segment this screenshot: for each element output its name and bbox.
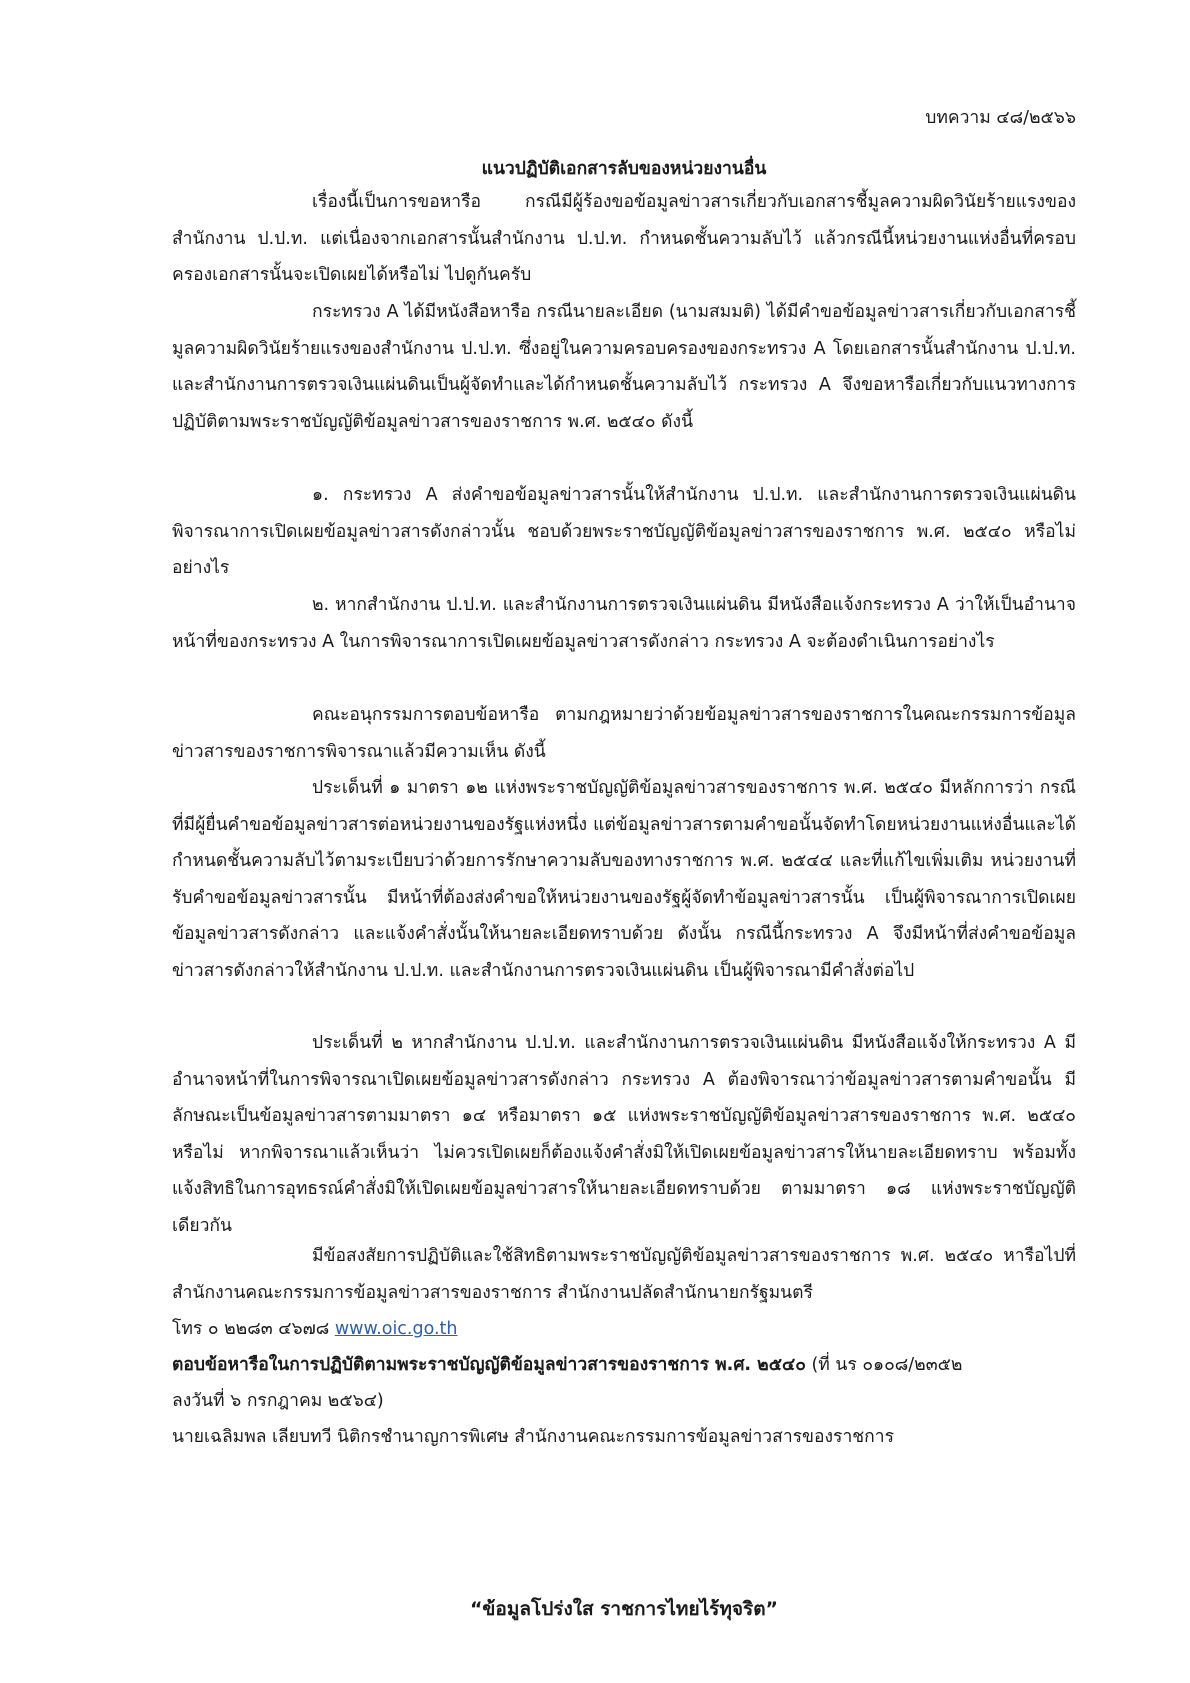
intro-section bbox=[172, 184, 1076, 294]
committee-paragraph: คณะอนุกรรมการตอบข้อหารือ ตามกฎหมายว่าด้วยข้อมูลข่าวสารของราชการในคณะกรรมการข้อมูลข่าวสารของราชการพิจารณาแล้วมีความเห็น ดังนี้ bbox=[172, 705, 1076, 762]
author: นายเฉลิมพล เลียบทวี นิติกรชำนาญการพิเศษ สำนักงานคณะกรรมการข้อมูลข่าวสารของราชการ bbox=[172, 1427, 894, 1447]
contact-line bbox=[172, 1311, 1076, 1348]
contact-section bbox=[172, 1238, 1076, 1311]
document-title: แนวปฏิบัติเอกสารลับของหน่วยงานอื่น bbox=[481, 159, 767, 179]
reference-number: (ที่ นร ๐๑๐๘/๒๓๕๒ bbox=[811, 1355, 963, 1375]
website-link[interactable]: www.oic.go.th bbox=[334, 1319, 458, 1339]
reference-date-line bbox=[172, 1383, 1076, 1420]
issue-2-section bbox=[172, 1025, 1076, 1244]
issue-2-paragraph: ประเด็นที่ ๒ หากสำนักงาน ป.ป.ท. และสำนักงานการตรวจเงินแผ่นดิน มีหนังสือแจ้งให้กระทรวง A มีอำนาจหน้าที่ในการพิจารณาเปิดเผยข้อมูลข่าวสารดังกล่าว กระทรวง A ต้องพิจารณาว่าข้อมูลข่าวสารตามคำขอนั้น มีลักษณะเป็นข้อมูลข่าวสารตามมาตรา ๑๔ หรือมาตรา ๑๕ แห่งพระราชบัญญัติข้อมูลข่าวสารของราชการ พ.ศ. ๒๕๔๐ หรือไม่ หากพิจารณาแล้วเห็นว่า ไม่ควรเปิดเผยก็ต้องแจ้งคำสั่งมิให้เปิดเผยข้อมูลข่าวสารให้นายละเอียดทราบ พร้อมทั้งแจ้งสิทธิในการอุทธรณ์คำสั่งมิให้เปิดเผยข้อมูลข่าวสารให้นายละเอียดทราบด้วย ตามมาตรา ๑๘ แห่งพระราชบัญญัติเดียวกัน bbox=[172, 1033, 1076, 1236]
document-page bbox=[172, 0, 1076, 1683]
reference-date: ลงวันที่ ๖ กรกฎาคม ๒๕๖๔) bbox=[172, 1391, 384, 1411]
phone-number: โทร ๐ ๒๒๘๓ ๔๖๗๘ bbox=[172, 1319, 330, 1339]
issue-1-paragraph: ประเด็นที่ ๑ มาตรา ๑๒ แห่งพระราชบัญญัติข้อมูลข่าวสารของราชการ พ.ศ. ๒๕๔๐ มีหลักการว่า กรณีที่มีผู้ยื่นคำขอข้อมูลข่าวสารต่อหน่วยงานของรัฐแห่งหนึ่ง แต่ข้อมูลข่าวสารตามคำขอนั้นจัดทำโดยหน่วยงานแห่งอื่นและได้กำหนดชั้นความลับไว้ตามระเบียบว่าด้วยการรักษาความลับของทางราชการ พ.ศ. ๒๕๔๔ และที่แก้ไขเพิ่มเติม หน่วยงานที่รับคำขอข้อมูลข่าวสารนั้น มีหน้าที่ต้องส่งคำขอให้หน่วยงานของรัฐผู้จัดทำข้อมูลข่าวสารนั้น เป็นผู้พิจารณาการเปิดเผยข้อมูลข่าวสารดังกล่าว และแจ้งคำสั่งนั้นให้นายละเอียดทราบด้วย ดังนั้น กรณีนี้กระทรวง A จึงมีหน้าที่ส่งคำขอข้อมูลข่าวสารดังกล่าวให้สำนักงาน ป.ป.ท. และสำนักงานการตรวจเงินแผ่นดิน เป็นผู้พิจารณามีคำสั่งต่อไป bbox=[172, 778, 1076, 981]
reference-title: ตอบข้อหารือในการปฏิบัติตามพระราชบัญญัติข้อมูลข่าวสารของราชการ พ.ศ. ๒๕๔๐ bbox=[172, 1355, 806, 1375]
author-line bbox=[172, 1419, 1076, 1456]
reference-line bbox=[172, 1347, 1076, 1384]
intro-paragraph: เรื่องนี้เป็นการขอหารือ กรณีมีผู้ร้องขอข้อมูลข่าวสารเกี่ยวกับเอกสารชี้มูลความผิดวินัยร้ายแรงของสำนักงาน ป.ป.ท. แต่เนื่องจากเอกสารนั้นสำนักงาน ป.ป.ท. กำหนดชั้นความลับไว้ แล้วกรณีนี้หน่วยงานแห่งอื่นที่ครอบครองเอกสารนั้นจะเปิดเผยได้หรือไม่ ไปดูกันครับ bbox=[172, 192, 1076, 285]
facts-section bbox=[172, 294, 1076, 440]
slogan: “ข้อมูลโปร่งใส ราชการไทยไร้ทุจริต” bbox=[469, 1598, 779, 1620]
question-2-paragraph: ๒. หากสำนักงาน ป.ป.ท. และสำนักงานการตรวจเงินแผ่นดิน มีหนังสือแจ้งกระทรวง A ว่าให้เป็นอำนาจหน้าที่ของกระทรวง A ในการพิจารณาการเปิดเผยข้อมูลข่าวสารดังกล่าว กระทรวง A จะต้องดำเนินการอย่างไร bbox=[172, 595, 1076, 652]
contact-paragraph: มีข้อสงสัยการปฏิบัติและใช้สิทธิตามพระราชบัญญัติข้อมูลข่าวสารของราชการ พ.ศ. ๒๕๔๐ หารือไปที่สำนักงานคณะกรรมการข้อมูลข่าวสารของราชการ สำนักงานปลัดสำนักนายกรัฐมนตรี bbox=[172, 1246, 1076, 1303]
question-2-section bbox=[172, 587, 1076, 660]
committee-section bbox=[172, 697, 1076, 770]
issue-1-section bbox=[172, 770, 1076, 989]
facts-paragraph: กระทรวง A ได้มีหนังสือหารือ กรณีนายละเอียด (นามสมมติ) ได้มีคำขอข้อมูลข่าวสารเกี่ยวกับเอกสารชี้มูลความผิดวินัยร้ายแรงของสำนักงาน ป.ป.ท. ซึ่งอยู่ในความครอบครองของกระทรวง A โดยเอกสารนั้นสำนักงาน ป.ป.ท. และสำนักงานการตรวจเงินแผ่นดินเป็นผู้จัดทำและได้กำหนดชั้นความลับไว้ กระทรวง A จึงขอหารือเกี่ยวกับแนวทางการปฏิบัติตามพระราชบัญญัติข้อมูลข่าวสารของราชการ พ.ศ. ๒๕๔๐ ดังนี้ bbox=[172, 302, 1076, 432]
article-number: บทความ ๔๘/๒๕๖๖ bbox=[925, 108, 1076, 128]
question-1-paragraph: ๑. กระทรวง A ส่งคำขอข้อมูลข่าวสารนั้นให้สำนักงาน ป.ป.ท. และสำนักงานการตรวจเงินแผ่นดิน พิจารณาการเปิดเผยข้อมูลข่าวสารดังกล่าวนั้น ชอบด้วยพระราชบัญญัติข้อมูลข่าวสารของราชการ พ.ศ. ๒๕๔๐ หรือไม่ อย่างไร bbox=[172, 485, 1076, 578]
question-1-section bbox=[172, 477, 1076, 587]
